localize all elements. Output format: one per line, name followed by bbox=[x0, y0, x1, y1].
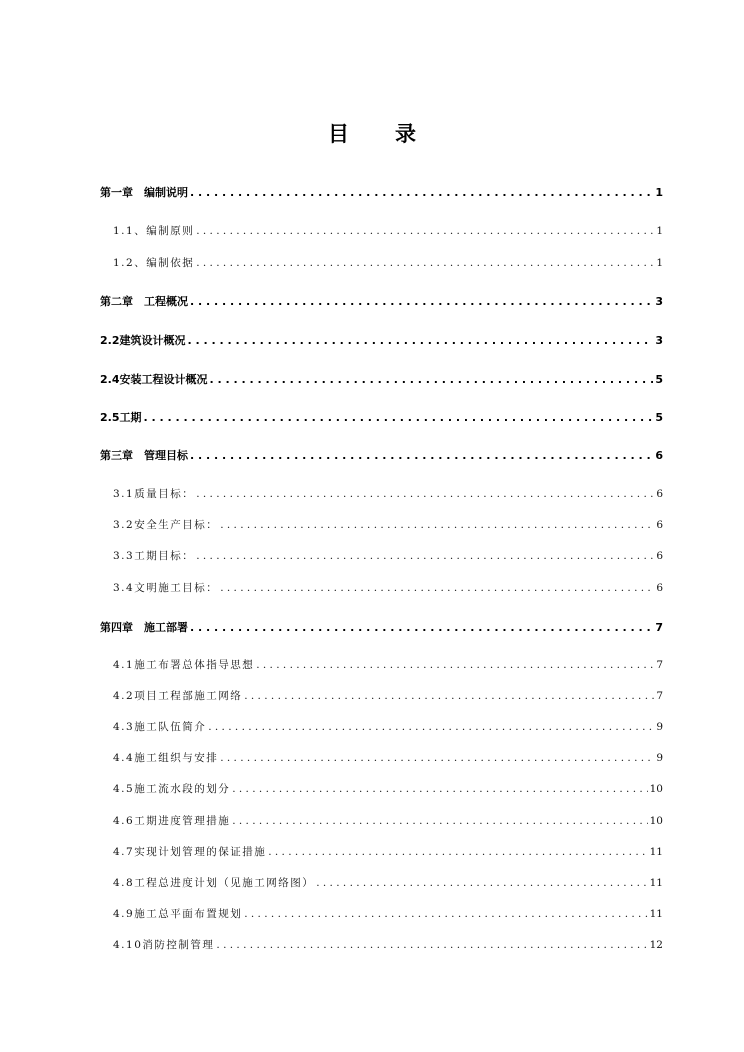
toc-entry-chapter-2[interactable] bbox=[100, 293, 663, 309]
toc-entry-label: 3.4文明施工目标： bbox=[113, 582, 219, 594]
toc-entry-page: 7 bbox=[656, 690, 663, 702]
toc-entry-3-1[interactable] bbox=[113, 486, 663, 502]
toc-entry-page: 9 bbox=[656, 721, 663, 733]
toc-entry-4-2[interactable] bbox=[113, 688, 663, 704]
toc-entry-page: 7 bbox=[656, 659, 663, 671]
title-char-2: 录 bbox=[395, 122, 416, 146]
toc-entry-4-7[interactable] bbox=[113, 844, 663, 860]
toc-entry-page: 6 bbox=[656, 519, 663, 531]
toc-entry-label: 2.5工期 bbox=[100, 411, 142, 424]
toc-entry-1-1[interactable] bbox=[113, 223, 663, 239]
toc-entry-label: 第三章 管理目标 bbox=[100, 449, 188, 462]
toc-entry-label: 4.5施工流水段的划分 bbox=[113, 783, 231, 795]
toc-entry-4-8[interactable] bbox=[113, 875, 663, 891]
dot-leader bbox=[144, 411, 654, 424]
toc-entry-4-1[interactable] bbox=[113, 657, 663, 673]
toc-entry-label: 4.10消防控制管理 bbox=[113, 939, 215, 951]
dot-leader bbox=[220, 519, 654, 531]
toc-entry-page: 11 bbox=[649, 846, 663, 858]
toc-entry-page: 6 bbox=[655, 449, 663, 462]
toc-entry-4-9[interactable] bbox=[113, 906, 663, 922]
dot-leader bbox=[196, 225, 654, 237]
toc-entry-page: 5 bbox=[655, 373, 663, 386]
toc-entry-page: 11 bbox=[649, 908, 663, 920]
dot-leader bbox=[244, 908, 647, 920]
title-char-1: 目 bbox=[328, 122, 349, 146]
dot-leader bbox=[190, 295, 653, 308]
dot-leader bbox=[232, 815, 647, 827]
toc-entry-page: 11 bbox=[649, 877, 663, 889]
toc-entry-label: 4.9施工总平面布置规划 bbox=[113, 908, 243, 920]
toc-entry-page: 6 bbox=[656, 582, 663, 594]
toc-entry-label: 3.2安全生产目标： bbox=[113, 519, 219, 531]
toc-entry-page: 1 bbox=[655, 186, 663, 199]
toc-entry-page: 1 bbox=[656, 225, 663, 237]
dot-leader bbox=[232, 783, 647, 795]
toc-entry-2-2[interactable] bbox=[100, 332, 663, 348]
dot-leader bbox=[220, 582, 654, 594]
toc-entry-label: 3.3工期目标： bbox=[113, 550, 195, 562]
toc-entry-2-5[interactable] bbox=[100, 409, 663, 425]
toc-entry-label: 1.2、编制依据 bbox=[113, 257, 195, 269]
toc-entry-label: 第二章 工程概况 bbox=[100, 295, 188, 308]
dot-leader bbox=[208, 721, 654, 733]
toc-entry-page: 12 bbox=[649, 939, 663, 951]
toc-entry-label: 4.7实现计划管理的保证措施 bbox=[113, 846, 267, 858]
toc-entry-label: 4.4施工组织与安排 bbox=[113, 752, 219, 764]
dot-leader bbox=[196, 257, 654, 269]
dot-leader bbox=[256, 659, 654, 671]
toc-entry-label: 第一章 编制说明 bbox=[100, 186, 188, 199]
dot-leader bbox=[210, 373, 654, 386]
toc-entry-page: 5 bbox=[655, 411, 663, 424]
dot-leader bbox=[196, 550, 654, 562]
dot-leader bbox=[244, 690, 654, 702]
toc-entry-label: 4.6工期进度管理措施 bbox=[113, 815, 231, 827]
toc-entry-4-10[interactable] bbox=[113, 937, 663, 953]
toc-entry-page: 3 bbox=[655, 334, 663, 347]
dot-leader bbox=[190, 186, 653, 199]
dot-leader bbox=[216, 939, 647, 951]
dot-leader bbox=[196, 488, 654, 500]
dot-leader bbox=[188, 334, 654, 347]
toc-entry-label: 2.4安装工程设计概况 bbox=[100, 373, 208, 386]
toc-entry-page: 1 bbox=[656, 257, 663, 269]
toc-entry-1-2[interactable] bbox=[113, 255, 663, 271]
page-title bbox=[0, 118, 744, 148]
toc-entry-chapter-1[interactable] bbox=[100, 184, 663, 200]
toc-entry-label: 1.1、编制原则 bbox=[113, 225, 195, 237]
toc-entry-4-4[interactable] bbox=[113, 750, 663, 766]
dot-leader bbox=[190, 449, 653, 462]
toc-entry-4-6[interactable] bbox=[113, 813, 663, 829]
toc-entry-3-3[interactable] bbox=[113, 548, 663, 564]
toc-entry-label: 4.2项目工程部施工网络 bbox=[113, 690, 243, 702]
toc-entry-chapter-4[interactable] bbox=[100, 619, 663, 635]
toc-entry-label: 4.3施工队伍简介 bbox=[113, 721, 207, 733]
dot-leader bbox=[190, 621, 653, 634]
toc-entry-2-4[interactable] bbox=[100, 371, 663, 387]
toc-entry-label: 4.1施工布署总体指导思想 bbox=[113, 659, 255, 671]
toc-entry-label: 第四章 施工部署 bbox=[100, 621, 188, 634]
toc-entry-label: 4.8工程总进度计划（见施工网络图） bbox=[113, 877, 315, 889]
toc-entry-3-4[interactable] bbox=[113, 580, 663, 596]
toc-entry-label: 2.2建筑设计概况 bbox=[100, 334, 186, 347]
toc-entry-label: 3.1质量目标： bbox=[113, 488, 195, 500]
toc-entry-4-5[interactable] bbox=[113, 781, 663, 797]
toc-entry-chapter-3[interactable] bbox=[100, 447, 663, 463]
toc-entry-page: 10 bbox=[649, 783, 663, 795]
toc-entry-page: 7 bbox=[655, 621, 663, 634]
dot-leader bbox=[220, 752, 654, 764]
toc-entry-page: 3 bbox=[655, 295, 663, 308]
toc-entry-page: 6 bbox=[656, 488, 663, 500]
dot-leader bbox=[268, 846, 647, 858]
toc-entry-page: 9 bbox=[656, 752, 663, 764]
dot-leader bbox=[316, 877, 647, 889]
toc-entry-page: 6 bbox=[656, 550, 663, 562]
toc-entry-3-2[interactable] bbox=[113, 517, 663, 533]
toc-entry-4-3[interactable] bbox=[113, 719, 663, 735]
toc-entry-page: 10 bbox=[649, 815, 663, 827]
